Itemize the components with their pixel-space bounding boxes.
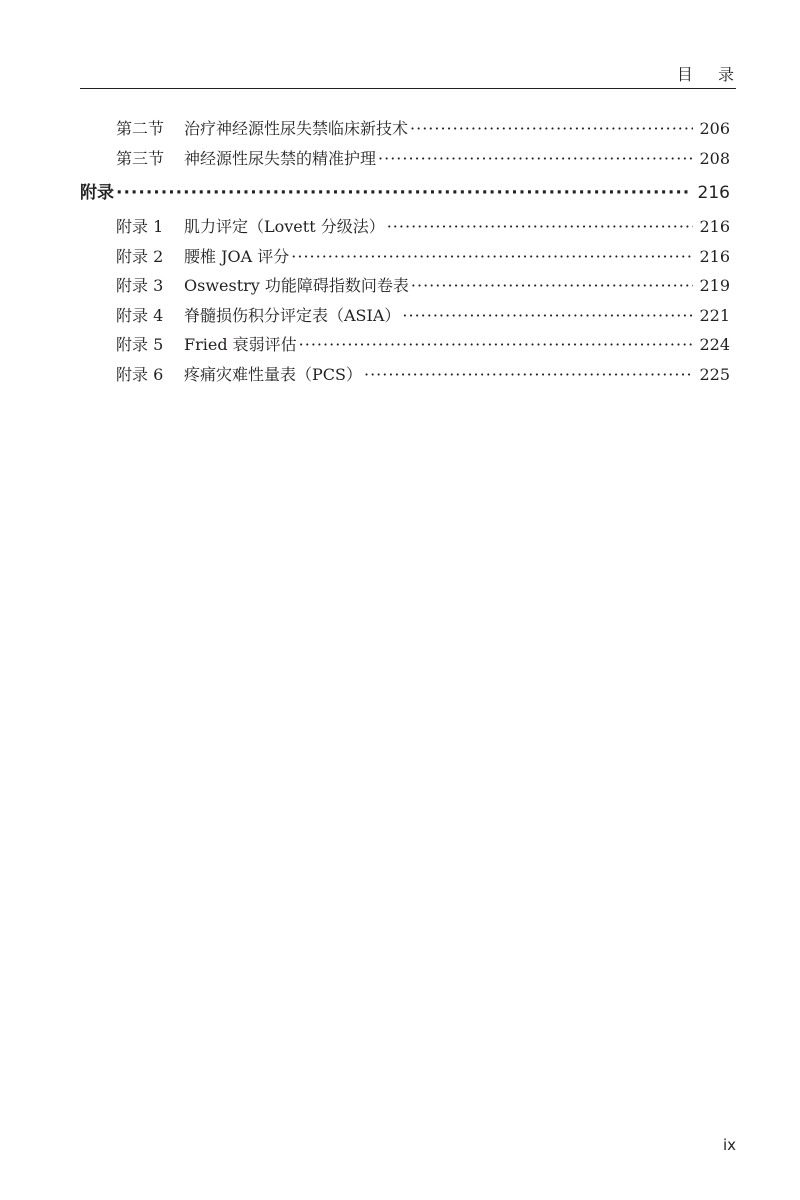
toc-entry-label: 第二节: [116, 119, 165, 138]
page-number: ix: [722, 1136, 736, 1154]
toc-entry-appendix[interactable]: [80, 362, 730, 392]
toc-entry-page: 219: [699, 276, 730, 295]
toc-entry-page: 221: [699, 305, 730, 325]
toc-entry-appendix[interactable]: [80, 332, 730, 362]
toc-entry-section[interactable]: [80, 146, 730, 176]
running-title: 目 录: [676, 65, 744, 84]
toc-entry-title: 疼痛灾难性量表（PCS）: [184, 364, 362, 384]
toc-entry-label: 附录 4: [116, 305, 164, 325]
toc-leader-dots: [116, 183, 692, 203]
toc-entry-appendix[interactable]: [80, 273, 730, 303]
toc-leader-dots: [364, 365, 693, 384]
toc-entry-title: Oswestry 功能障碍指数问卷表: [184, 276, 409, 295]
toc-entry-section[interactable]: [80, 116, 730, 146]
toc-entry-label: 附录 5: [116, 335, 164, 354]
toc-leader-dots: [402, 306, 693, 325]
toc-entry-page: 206: [699, 119, 730, 138]
running-header: [80, 62, 744, 89]
toc-entry-appendix-heading[interactable]: [80, 175, 730, 214]
toc-entry-title: 肌力评定（Lovett 分级法）: [184, 217, 385, 236]
toc-leader-dots: [387, 217, 694, 236]
toc-leader-dots: [410, 119, 693, 138]
toc-entry-appendix[interactable]: [80, 214, 730, 244]
toc-entry-page: 225: [699, 364, 730, 384]
toc-entry-appendix[interactable]: [80, 303, 730, 333]
toc-entry-title: 神经源性尿失禁的精准护理: [184, 148, 377, 168]
toc-entry-label: 附录 6: [116, 364, 164, 384]
toc-entry-page: 216: [697, 183, 730, 203]
toc-entry-page: 216: [699, 246, 730, 266]
toc-entry-page: 216: [699, 217, 730, 236]
toc-leader-dots: [291, 247, 693, 266]
toc-leader-dots: [299, 335, 694, 354]
toc-entry-label: 附录 2: [116, 246, 164, 266]
toc-entry-label: 附录 3: [116, 276, 164, 295]
toc-entry-title: 脊髓损伤积分评定表（ASIA）: [184, 305, 401, 325]
toc-entry-page: 208: [699, 148, 730, 168]
table-of-contents: [80, 116, 730, 391]
toc-entry-title: 腰椎 JOA 评分: [184, 246, 290, 266]
toc-entry-label: 第三节: [116, 148, 165, 168]
toc-entry-label: 附录 1: [116, 217, 164, 236]
toc-entry-title: 治疗神经源性尿失禁临床新技术: [184, 119, 409, 138]
toc-leader-dots: [378, 149, 693, 168]
toc-entry-title: Fried 衰弱评估: [184, 335, 297, 354]
toc-leader-dots: [411, 276, 694, 295]
toc-entry-title: 附录: [80, 183, 114, 203]
toc-entry-appendix[interactable]: [80, 244, 730, 274]
toc-entry-page: 224: [699, 335, 730, 354]
